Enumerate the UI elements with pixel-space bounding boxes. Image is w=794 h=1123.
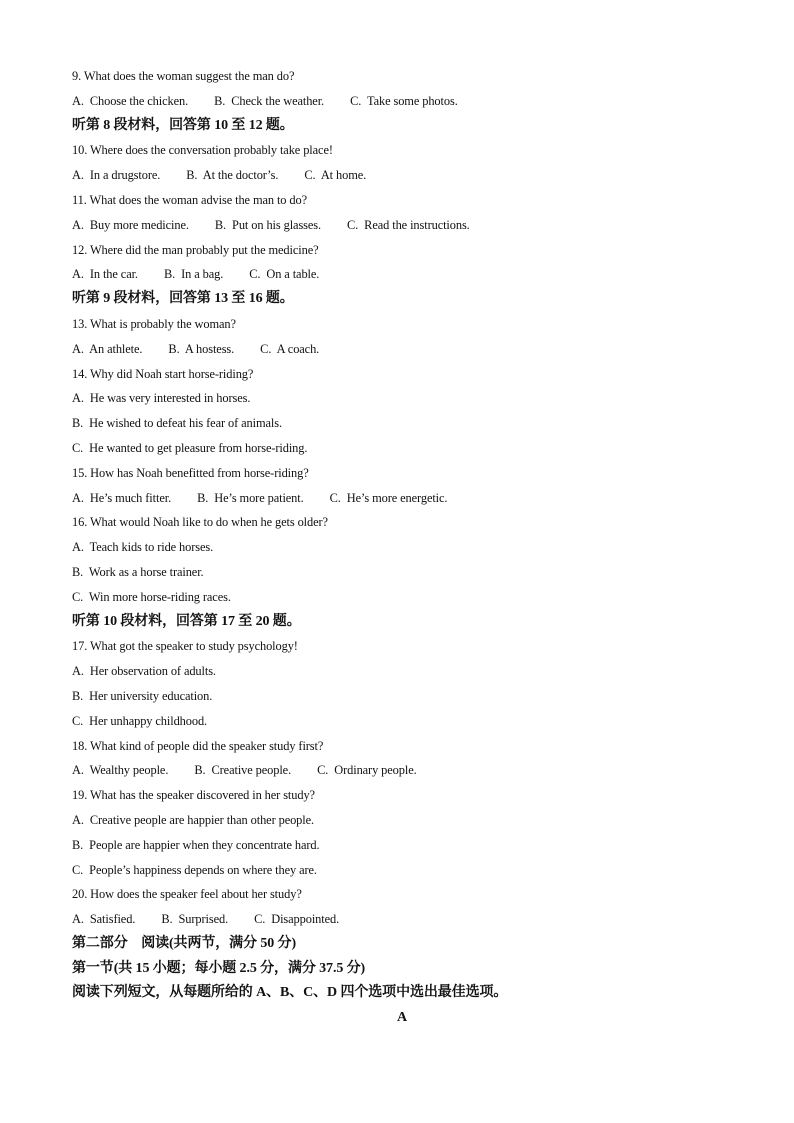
- answer-option: B. Put on his glasses.: [214, 217, 322, 232]
- answer-option: A. In the car.: [72, 267, 138, 282]
- answer-option: C. Read the instructions.: [347, 217, 470, 232]
- question-line: 10. Where does the conversation probably take place!: [72, 143, 333, 158]
- answer-options: [72, 486, 732, 511]
- answer-option: A. Satisfied.: [72, 912, 136, 927]
- exam-page: [72, 64, 732, 1031]
- answer-options: [72, 907, 732, 932]
- question-line: 15. How has Noah benefitted from horse-riding?: [72, 465, 309, 480]
- answer-option: C. Ordinary people.: [317, 763, 417, 778]
- question-line: C. Her unhappy childhood.: [72, 713, 208, 728]
- answer-options: [72, 262, 732, 287]
- question-line: 12. Where did the man probably put the medicine?: [72, 242, 319, 257]
- answer-option: B. Surprised.: [161, 912, 229, 927]
- answer-option: C. On a table.: [249, 267, 320, 282]
- answer-option: B. Check the weather.: [214, 93, 325, 108]
- question-line: A. Her observation of adults.: [72, 664, 216, 679]
- answer-option: A. Buy more medicine.: [72, 217, 189, 232]
- answer-option: B. He’s more patient.: [197, 490, 304, 505]
- question-line: 18. What kind of people did the speaker study first?: [72, 738, 324, 753]
- question-line: 20. How does the speaker feel about her study?: [72, 887, 302, 902]
- answer-options: [72, 213, 732, 238]
- answer-option: A. Choose the chicken.: [72, 93, 189, 108]
- question-line: B. Her university education.: [72, 688, 213, 703]
- question-line: 19. What has the speaker discovered in her study?: [72, 788, 315, 803]
- question-line: A. Creative people are happier than other people.: [72, 812, 315, 827]
- answer-options: [72, 337, 732, 362]
- answer-option: C. Take some photos.: [350, 93, 458, 108]
- question-line: 13. What is probably the woman?: [72, 316, 236, 331]
- section-heading: 第二部分 阅读(共两节，满分 50 分): [72, 935, 297, 951]
- question-line: A. He was very interested in horses.: [72, 391, 251, 406]
- question-line: 16. What would Noah like to do when he gets older?: [72, 515, 328, 530]
- answer-option: B. In a bag.: [163, 267, 224, 282]
- question-line: 11. What does the woman advise the man to do?: [72, 192, 307, 207]
- answer-option: A. An athlete.: [72, 341, 143, 356]
- answer-option: A. Wealthy people.: [72, 763, 169, 778]
- answer-option: C. A coach.: [260, 341, 320, 356]
- question-line: B. People are happier when they concentrate hard.: [72, 837, 320, 852]
- answer-option: B. At the doctor’s.: [186, 168, 279, 183]
- answer-option: B. Creative people.: [194, 763, 292, 778]
- answer-options: [72, 163, 732, 188]
- section-heading: 第一节(共 15 小题；每小题 2.5 分，满分 37.5 分): [72, 960, 366, 976]
- question-line: 9. What does the woman suggest the man do?: [72, 69, 295, 83]
- section-heading: 听第 9 段材料，回答第 13 至 16 题。: [72, 291, 294, 307]
- question-line: C. Win more horse-riding races.: [72, 589, 231, 604]
- answer-option: A. In a drugstore.: [72, 168, 161, 183]
- question-line: C. He wanted to get pleasure from horse-riding.: [72, 440, 308, 455]
- answer-option: B. A hostess.: [168, 341, 235, 356]
- answer-option: A. He’s much fitter.: [72, 490, 172, 505]
- question-line: C. People’s happiness depends on where they are.: [72, 862, 317, 877]
- section-heading: 阅读下列短文，从每题所给的 A、B、C、D 四个选项中选出最佳选项。: [72, 985, 508, 1001]
- question-line: 17. What got the speaker to study psychology!: [72, 639, 298, 654]
- answer-option: C. At home.: [304, 168, 367, 183]
- section-heading: 听第 10 段材料，回答第 17 至 20 题。: [72, 613, 301, 629]
- question-line: B. He wished to defeat his fear of animals.: [72, 416, 282, 431]
- answer-option: C. He’s more energetic.: [329, 490, 448, 505]
- question-line: B. Work as a horse trainer.: [72, 564, 204, 579]
- answer-options: [72, 758, 732, 783]
- question-line: 14. Why did Noah start horse-riding?: [72, 366, 254, 381]
- passage-label: A: [396, 1010, 407, 1026]
- section-heading: 听第 8 段材料，回答第 10 至 12 题。: [72, 117, 294, 133]
- question-line: A. Teach kids to ride horses.: [72, 540, 214, 555]
- answer-option: C. Disappointed.: [254, 912, 340, 927]
- answer-options: [72, 89, 732, 114]
